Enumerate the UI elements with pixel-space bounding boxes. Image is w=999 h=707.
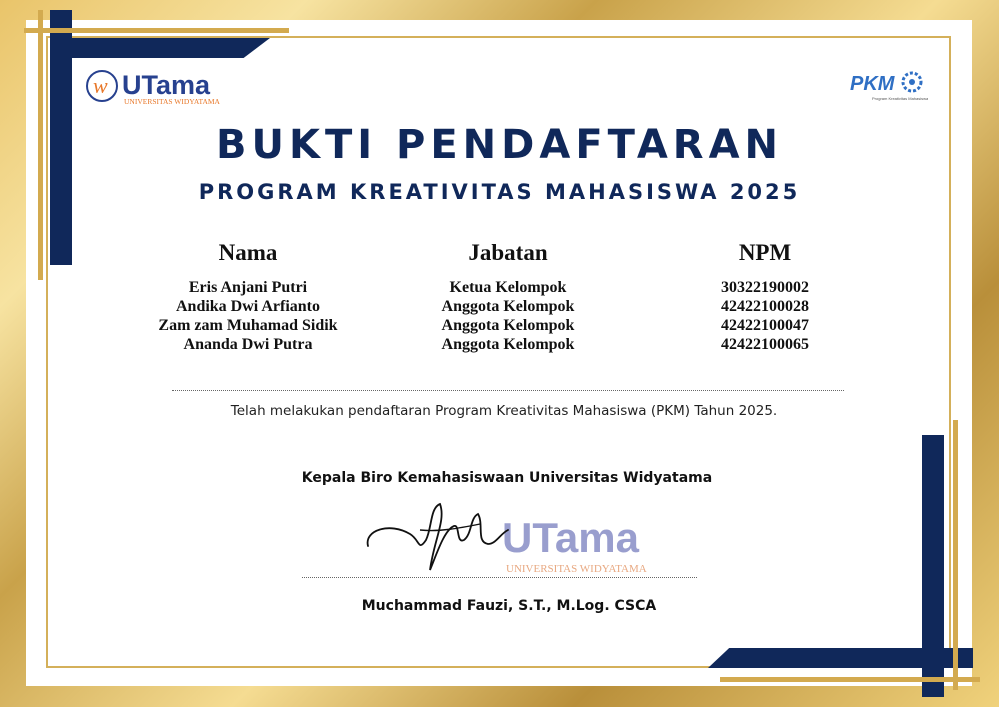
corner-ornament-top-left-bar [50, 38, 270, 58]
signature-stamp [360, 500, 670, 580]
pkm-logo-subtitle: Program Kreativitas Mahasiswa [872, 96, 928, 101]
registration-statement: Telah melakukan pendaftaran Program Kreativitas Mahasiswa (PKM) Tahun 2025. [230, 403, 778, 419]
cell-jabatan: Anggota Kelompok [441, 298, 575, 315]
column-npm [660, 240, 870, 354]
cell-nama: Zam zam Muhamad Sidik [158, 317, 338, 334]
cell-npm: 42422100047 [721, 317, 809, 334]
page-subtitle: PROGRAM KREATIVITAS MAHASISWA 2025 [198, 180, 801, 204]
utama-logo [84, 64, 244, 108]
cell-nama: Andika Dwi Arfianto [175, 298, 321, 315]
page-title: BUKTI PENDAFTARAN [215, 122, 784, 168]
stamp-subtitle: UNIVERSITAS WIDYATAMA [506, 563, 647, 575]
corner-gold-bar-top [24, 28, 289, 33]
cell-npm: 42422100065 [721, 336, 809, 353]
corner-ornament-bottom-right-bar [708, 648, 973, 668]
column-jabatan [388, 240, 628, 354]
utama-logo-wordmark: UTama [122, 70, 211, 100]
pkm-logo [848, 64, 928, 104]
pkm-logo-wordmark: PKM [850, 73, 895, 95]
signatory-title: Kepala Biro Kemahasiswaan Universitas Widyatama [301, 470, 713, 486]
cell-jabatan: Anggota Kelompok [441, 336, 575, 353]
cell-npm: 42422100028 [721, 298, 809, 315]
utama-logo-subtitle: UNIVERSITAS WIDYATAMA [124, 97, 220, 106]
header-npm: NPM [738, 240, 792, 265]
cell-jabatan: Anggota Kelompok [441, 317, 575, 334]
header-jabatan: Jabatan [468, 240, 548, 265]
cell-nama: Eris Anjani Putri [188, 279, 308, 296]
stamp-wordmark: UTama [502, 514, 639, 561]
cell-jabatan: Ketua Kelompok [449, 279, 567, 296]
signature-line [302, 577, 697, 578]
cell-nama: Ananda Dwi Putra [183, 336, 313, 353]
handwritten-signature [368, 504, 508, 570]
corner-gold-bar-bottom [720, 677, 980, 682]
divider [172, 390, 844, 391]
corner-gold-bar-bottom-right [953, 420, 958, 690]
signatory-name: Muchammad Fauzi, S.T., M.Log. CSCA [361, 598, 657, 614]
header-nama: Nama [218, 240, 278, 265]
svg-text:w: w [93, 73, 108, 98]
cell-npm: 30322190002 [721, 279, 809, 296]
column-nama [128, 240, 368, 354]
